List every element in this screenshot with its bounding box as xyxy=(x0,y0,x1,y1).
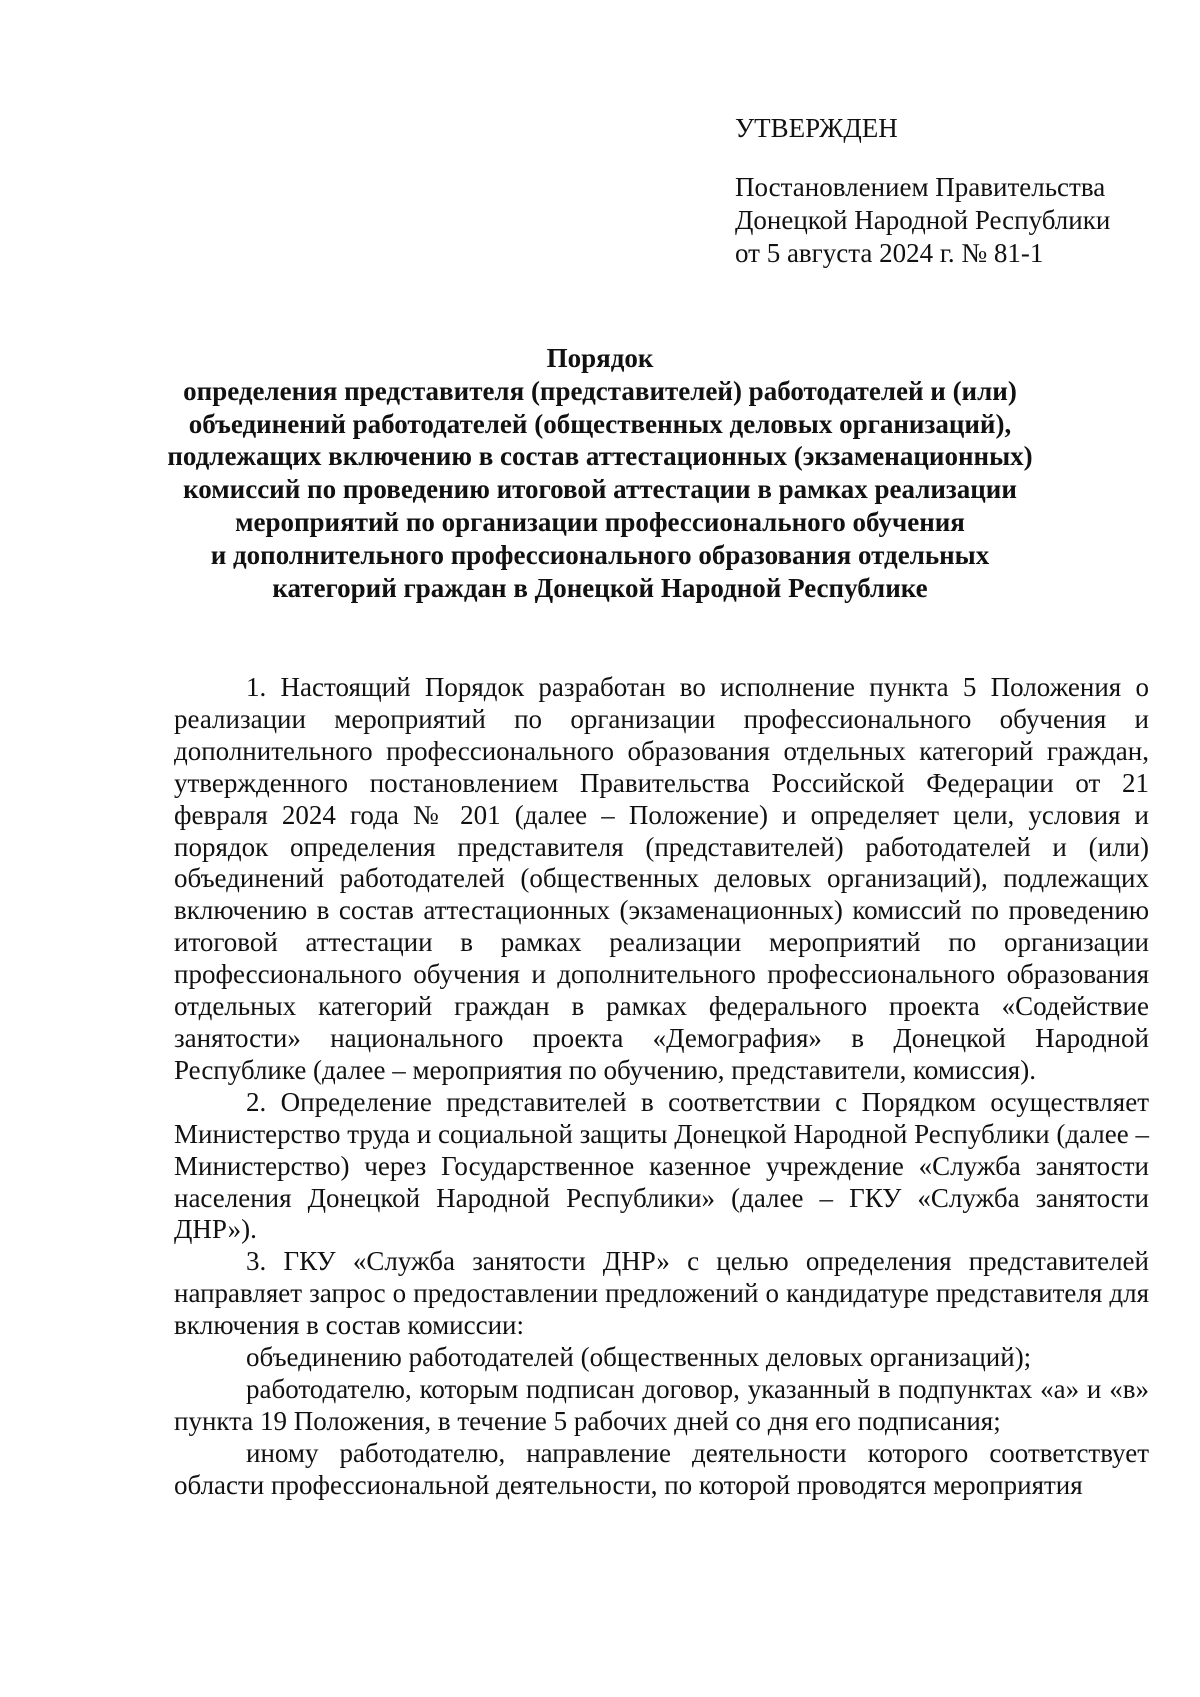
approval-heading: УТВЕРЖДЕН xyxy=(735,113,898,143)
document-body xyxy=(174,672,1149,1502)
approval-line-decree: Постановлением Правительства xyxy=(735,172,1106,202)
title-line: Порядок xyxy=(546,343,654,373)
paragraph-1: 1. Настоящий Порядок разработан во исполнение пункта 5 Положения о реализации мероприятий по организации профессионального обучения и дополнительного профессионального образования отдельных категорий граждан, утвержденного постановлением Правительства Российской Федерации от 21 февраля 2024 года № 201 (далее – Положение) и определяет цели, условия и порядок определения представителя (представителей) работодателей и (или) объединений работодателей (общественных деловых организаций), подлежащих включению в состав аттестационных (экзаменационных) комиссий по проведению итоговой аттестации в рамках реализации мероприятий по организации профессионального обучения и дополнительного профессионального образования отдельных категорий граждан в рамках федерального проекта «Содействие занятости» национального проекта «Демография» в Донецкой Народной Республике (далее – мероприятия по обучению, представители, комиссия). xyxy=(174,672,1149,1085)
approval-block xyxy=(735,112,1110,270)
list-item-contract-employer: работодателю, которым подписан договор, указанный в подпунктах «а» и «в» пункта 19 Положения, в течение 5 рабочих дней со дня его подписания; xyxy=(174,1373,1149,1436)
approval-line-date: от 5 августа 2024 г. № 81-1 xyxy=(735,238,1044,268)
paragraph-2: 2. Определение представителей в соответствии с Порядком осуществляет Министерство труда и социальной защиты Донецкой Народной Республики (далее – Министерство) через Государственное казенное учреждение «Служба занятости населения Донецкой Народной Республики» (далее – ГКУ «Служба занятости ДНР»). xyxy=(174,1086,1149,1245)
title-line: определения представителя (представителей) работодателей и (или) xyxy=(183,375,1017,406)
document-title xyxy=(140,342,1060,604)
list-item-other-employer: иному работодателю, направление деятельности которого соответствует области профессиональной деятельности, по которой проводятся мероприятия xyxy=(174,1437,1149,1500)
title-line: объединений работодателей (общественных деловых организаций), xyxy=(188,408,1012,439)
title-line: подлежащих включению в состав аттестационных (экзаменационных) xyxy=(167,441,1033,472)
approval-line-republic: Донецкой Народной Республики xyxy=(735,205,1111,235)
title-line: категорий граждан в Донецкой Народной Республике xyxy=(272,572,928,603)
title-line: комиссий по проведению итоговой аттестации в рамках реализации xyxy=(183,474,1017,505)
title-line: и дополнительного профессионального образования отдельных xyxy=(210,539,990,570)
title-line: мероприятий по организации профессионального обучения xyxy=(235,506,965,537)
list-item-employer-associations: объединению работодателей (общественных деловых организаций); xyxy=(246,1342,1032,1373)
paragraph-3: 3. ГКУ «Служба занятости ДНР» с целью определения представителей направляет запрос о предоставлении предложений о кандидатуре представителя для включения в состав комиссии: xyxy=(174,1246,1149,1341)
